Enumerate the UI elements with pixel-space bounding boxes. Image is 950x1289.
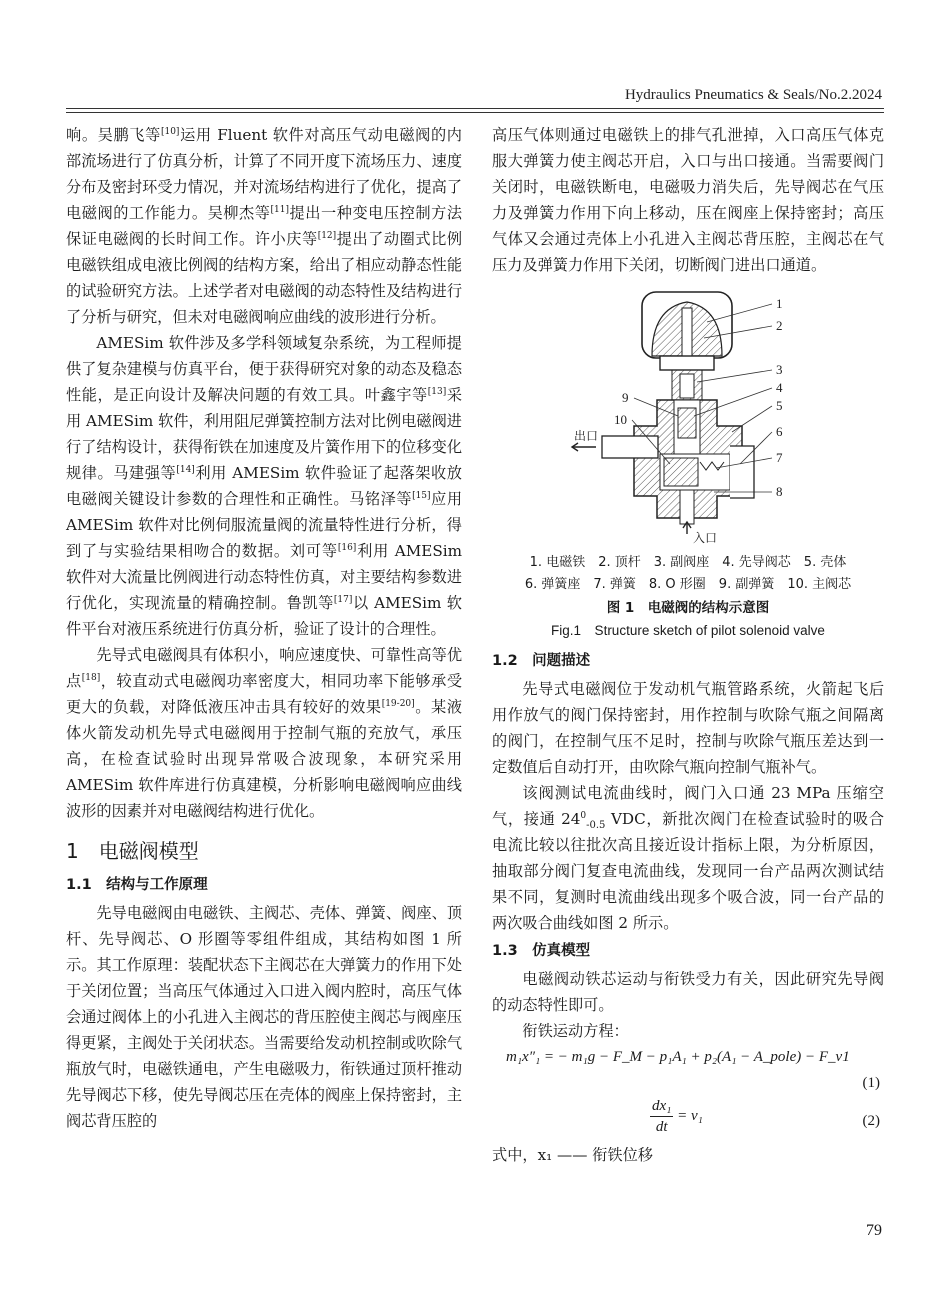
main-spool [664, 458, 698, 486]
header-rule-thin [66, 112, 884, 113]
left-column [66, 122, 462, 1134]
section-heading: 1 电磁阀模型 [66, 839, 199, 863]
label-10: 10 [614, 412, 627, 427]
label-8: 8 [776, 484, 783, 499]
paragraph: 响。吴鹏飞等[10]运用 Fluent 软件对高压气动电磁阀的内部流场进行了仿真分析，计算了不同开度下流场压力、速度分布及密封环受力情况，并对流场结构进行了优化，提高了电磁阀的工作能力。吴柳杰等[11]提出一种变电压控制方法保证电磁阀的长时间工作。许小庆等[12]提出了动圈式比例电磁铁组成电液比例阀的结构方案，给出了相应动静态性能的试验研究方法。上述学者对电磁阀的动态特性及结构进行了分析与研究，但未对电磁阀响应曲线的波形进行分析。 [66, 126, 463, 326]
subsection-heading: 1.1 结构与工作原理 [66, 877, 208, 893]
valve-sketch [492, 286, 884, 548]
paragraph: 高压气体则通过电磁铁上的排气孔泄掉，入口高压气体克服大弹簧力使主阀芯开启，入口与出口接通。当需要阀门关闭时，电磁铁断电，电磁吸力消失后，先导阀芯在气压力及弹簧力作用下向上移动，压在阀座上保持密封；高压气体又会通过壳体上小孔进入主阀芯背压腔，主阀芯在气压力及弹簧力作用下关闭，切断阀门进出口通道。 [492, 126, 884, 274]
subsection-heading: 1.2 问题描述 [492, 653, 591, 669]
figure-valve-diagram [492, 286, 884, 548]
outlet-pipe [602, 436, 658, 458]
figure-legend-line2: 6. 弹簧座 7. 弹簧 8. O 形圈 9. 副弹簧 10. 主阀芯 [524, 577, 852, 592]
paragraph: AMESim 软件涉及多学科领域复杂系统，为工程师提供了复杂建模与仿真平台，便于获得研究对象的动态及稳态性能，是正向设计及解决问题的有效工具。叶鑫宇等[13]采用 AMESim 软件，利用阻尼弹簧控制方法对比例电磁阀进行了结构设计，获得衔铁在加速度及片簧作用下的位移变化规律。马建强等[14]利用 AMESim 软件验证了起落架收放电磁阀关键设计参数的合理性和正确性。马铭泽等[15]应用 AMESim 软件对比例伺服流量阀的流量特性进行分析，得到了与实验结果相吻合的数据。刘可等[16]利用 AMESim 软件对大流量比例阀进行动态特性仿真，对主要结构参数进行优化，实现流量的精确控制。鲁凯等[17]以 AMESim 软件平台对液压系统进行仿真分析，验证了设计的合理性。 [66, 334, 463, 638]
label-1: 1 [776, 296, 783, 311]
paragraph: 电磁阀动铁芯运动与衔铁受力有关，因此研究先导阀的动态特性即可。 [492, 970, 884, 1014]
inlet-label: 入口 [693, 531, 718, 545]
subsection-heading: 1.3 仿真模型 [492, 943, 591, 959]
label-7: 7 [776, 450, 783, 465]
figure-caption-en: Fig.1 Structure sketch of pilot solenoid valve [551, 623, 825, 638]
paragraph: 式中，x₁ —— 衔铁位移 [492, 1146, 653, 1164]
header-rule [66, 108, 884, 109]
paragraph: 衔铁运动方程： [522, 1022, 629, 1040]
figure-legend-line1: 1. 电磁铁 2. 顶杆 3. 副阀座 4. 先导阀芯 5. 壳体 [529, 555, 847, 570]
equation-1-number: (1) [862, 1075, 880, 1091]
label-2: 2 [776, 318, 783, 333]
right-column [492, 122, 884, 1168]
pilot-spool [678, 408, 696, 438]
outlet-label: 出口 [574, 429, 599, 443]
journal-header: Hydraulics Pneumatics & Seals/No.2.2024 [624, 87, 882, 103]
page-number: 79 [866, 1222, 882, 1239]
coil-base [660, 356, 714, 370]
inlet-channel [680, 490, 694, 524]
pilot-seat [680, 374, 694, 398]
equation-2: $\frac{\text{dx₁}}{dt}$ = v₁ (2) [652, 1098, 880, 1135]
paragraph: 先导电磁阀由电磁铁、主阀芯、壳体、弹簧、阀座、顶杆、先导阀芯、O 形圈等零组件组成，其结构如图 1 所示。其工作原理：装配状态下主阀芯在大弹簧力的作用下处于关闭位置；当高压气体通过入口进入阀内腔时，高压气体会通过阀体上的小孔进入主阀芯的背压腔使主阀芯与阀座压得更紧，主阀处于关闭状态。当需要给发动机控制或吹除气瓶放气时，电磁铁通电，产生电磁吸力，衔铁通过顶杆推动先导阀芯下移，使先导阀芯压在壳体的阀座上保持密封，主阀芯背压腔的 [66, 904, 462, 1130]
equation-1: m₁x″₁ = − m₁g − F_M − p₁A₁ + p₂(A₁ − A_pole) − F_v1 [506, 1049, 850, 1065]
label-9: 9 [622, 390, 629, 405]
label-5: 5 [776, 398, 783, 413]
label-4: 4 [776, 380, 783, 395]
label-3: 3 [776, 362, 783, 377]
paragraph: 先导式电磁阀具有体积小，响应速度快、可靠性高等优点[18]，较直动式电磁阀功率密度大，相同功率下能够承受更大的负载，对降低液压冲击具有较好的效果[19-20]。某液体火箭发动机先导式电磁阀用于控制气瓶的充放气，承压高，在检查试验时出现异常吸合波现象，本研究采用 AMESim 软件库进行仿真建模，分析影响电磁阀响应曲线波形的因素并对电磁阀结构进行优化。 [66, 646, 463, 820]
paragraph: 该阀测试电流曲线时，阀门入口通 23 MPa 压缩空气，接通 $24^0_{-0.5}$ VDC，新批次阀门在检查试验时的吸合电流比较以往批次高且接近设计指标上限，为分析原因，抽取部分阀门复查电流曲线，发现同一台产品两次测试结果不同，复测时电流曲线出现多个吸合波，同一台产品的两次吸合曲线如图 2 所示。 [492, 784, 885, 932]
paragraph: 先导式电磁阀位于发动机气瓶管路系统，火箭起飞后用作放气的阀门保持密封，用作控制与吹除气瓶之间隔离的阀门，在控制气压不足时，控制与吹除气瓶压差达到一定数值后自动打开，由吹除气瓶向控制气瓶补气。 [492, 680, 884, 776]
label-6: 6 [776, 424, 783, 439]
figure-caption-cn: 图 1 电磁阀的结构示意图 [606, 600, 770, 616]
